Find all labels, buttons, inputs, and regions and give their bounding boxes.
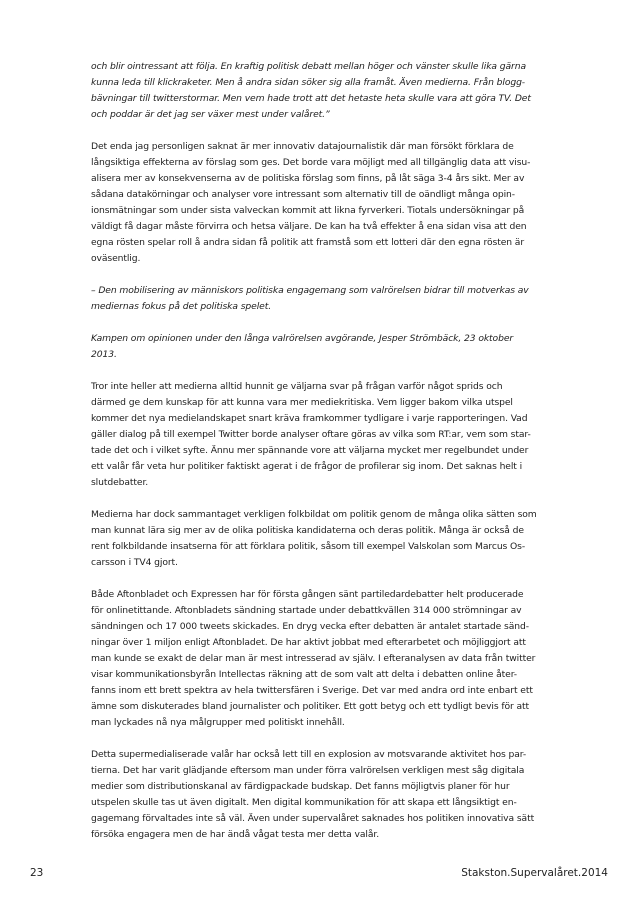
quote-paragraph — [91, 59, 551, 123]
text-line: och blir ointressant att följa. En kraftig politisk debatt mellan höger och vänster skulle lika gärna — [91, 61, 526, 72]
text-line: försöka engagera men de har ändå vågat testa mer detta valår. — [91, 829, 380, 840]
text-line: ionsmätningar som under sista valveckan kommit att likna fyrverkeri. Tiotals undersökningar på — [91, 205, 525, 216]
text-line: rent folkbildande insatserna för att förklara politik, såsom till exempel Valskolan som Marcus Os- — [91, 541, 526, 552]
text-line: egna rösten spelar roll å andra sidan få politik att framstå som ett lotteri där den egna rösten är — [91, 237, 525, 248]
page-number: 23 — [30, 867, 44, 879]
body-paragraph — [91, 507, 551, 571]
text-line: sådana datakörningar och analyser vore intressant som alternativ till de oändligt många opin- — [91, 189, 515, 200]
text-line: ämne som diskuterades bland journalister och politiker. Ett gott betyg och ett tydligt bevis för att — [91, 701, 530, 712]
text-line: kunna leda till klickraketer. Men å andra sidan söker sig alla framåt. Även medierna. Från blogg- — [91, 77, 526, 88]
text-line: slutdebatter. — [91, 477, 149, 488]
text-line: utspelen skulle tas ut även digitalt. Men digital kommunikation för att skapa ett långsiktigt en- — [91, 797, 517, 808]
text-line: därmed ge dem kunskap för att kunna vara mer mediekritiska. Vem ligger bakom vilka utspel — [91, 397, 513, 408]
text-line: och poddar är det jag ser växer mest under valåret.” — [91, 109, 330, 120]
text-line: Medierna har dock sammantaget verkligen folkbildat om politik genom de många olika sätten som — [91, 509, 537, 520]
text-line: man lyckades nå nya målgrupper med politiskt innehåll. — [91, 717, 345, 728]
text-line: carsson i TV4 gjort. — [91, 557, 178, 568]
text-line: Det enda jag personligen saknat är mer innovativ datajournalistik där man försökt förklara de — [91, 141, 514, 152]
text-line: långsiktiga effekterna av förslag som ges. Det borde vara möjligt med all tillgänglig data att visu- — [91, 157, 531, 168]
text-line: oväsentlig. — [91, 253, 141, 264]
text-line: tierna. Det har varit glädjande eftersom man under förra valrörelsen verkligen mest såg digitala — [91, 765, 525, 776]
text-line: ett valår får veta hur politiker faktiskt agerat i de frågor de profilerar sig inom. Det saknas helt i — [91, 461, 523, 472]
text-line: visar kommunikationsbyrån Intellectas räkning att de som valt att delta i debatten online åter- — [91, 669, 518, 680]
text-line: – Den mobilisering av människors politiska engagemang som valrörelsen bidrar till motverkas av — [91, 285, 529, 296]
body-paragraph — [91, 587, 551, 731]
text-line: kommer det nya medielandskapet snart kräva framkommer tydligare i varje rapporteringen. Vad — [91, 413, 528, 424]
text-line: man kunde se exakt de delar man är mest intresserad av själv. I efteranalysen av data från twitter — [91, 653, 536, 664]
text-line: medier som distributionskanal av färdigpackade budskap. Det fanns möjligtvis planer för hur — [91, 781, 510, 792]
text-line: alisera mer av konsekvenserna av de politiska förslag som finns, på låt säga 3-4 års sikt. Mer av — [91, 173, 525, 184]
text-line: mediernas fokus på det politiska spelet. — [91, 301, 272, 312]
body-paragraph — [91, 747, 551, 843]
body-paragraph — [91, 379, 551, 491]
text-line: Kampen om opinionen under den långa valrörelsen avgörande, Jesper Strömbäck, 23 oktober — [91, 333, 514, 344]
footer-source: Stakston.Supervalåret.2014 — [461, 867, 608, 879]
text-line: gagemang förvaltades inte så väl. Även under supervalåret saknades hos politiken innovativa sätt — [91, 813, 535, 824]
body-paragraph — [91, 139, 551, 267]
text-line: ningar över 1 miljon enligt Aftonbladet. De har aktivt jobbat med efterarbetet och möjliggjort att — [91, 637, 526, 648]
text-line: Både Aftonbladet och Expressen har för första gången sänt partiledardebatter helt producerade — [91, 589, 524, 600]
text-line: Tror inte heller att medierna alltid hunnit ge väljarna svar på frågan varför något sprids och — [91, 381, 503, 392]
text-line: väldigt få dagar måste förvirra och hetsa väljare. De kan ha två effekter å ena sidan visa att den — [91, 221, 527, 232]
text-line: Detta supermedialiserade valår har också lett till en explosion av motsvarande aktivitet hos par- — [91, 749, 527, 760]
text-line: gäller dialog på till exempel Twitter borde analyser oftare göras av vilka som RT:ar, vem som star- — [91, 429, 531, 440]
document-body — [91, 59, 551, 859]
quote-paragraph — [91, 331, 551, 363]
text-line: sändningen och 17 000 tweets skickades. En dryg vecka efter debatten är antalet startade sänd- — [91, 621, 529, 632]
text-line: tade det och i vilket syfte. Ännu mer spännande vore att väljarna mycket mer regelbundet under — [91, 445, 529, 456]
text-line: bävningar till twitterstormar. Men vem hade trott att det hetaste heta skulle vara att göra TV. Det — [91, 93, 531, 104]
text-line: för onlinetittande. Aftonbladets sändning startade under debattkvällen 314 000 strömningar av — [91, 605, 522, 616]
quote-paragraph — [91, 283, 551, 315]
text-line: 2013. — [91, 349, 117, 360]
text-line: fanns inom ett brett spektra av hela twittersfären i Sverige. Det var med andra ord inte enbart ett — [91, 685, 533, 696]
text-line: man kunnat lära sig mer av de olika politiska kandidaterna och deras politik. Många är också de — [91, 525, 524, 536]
